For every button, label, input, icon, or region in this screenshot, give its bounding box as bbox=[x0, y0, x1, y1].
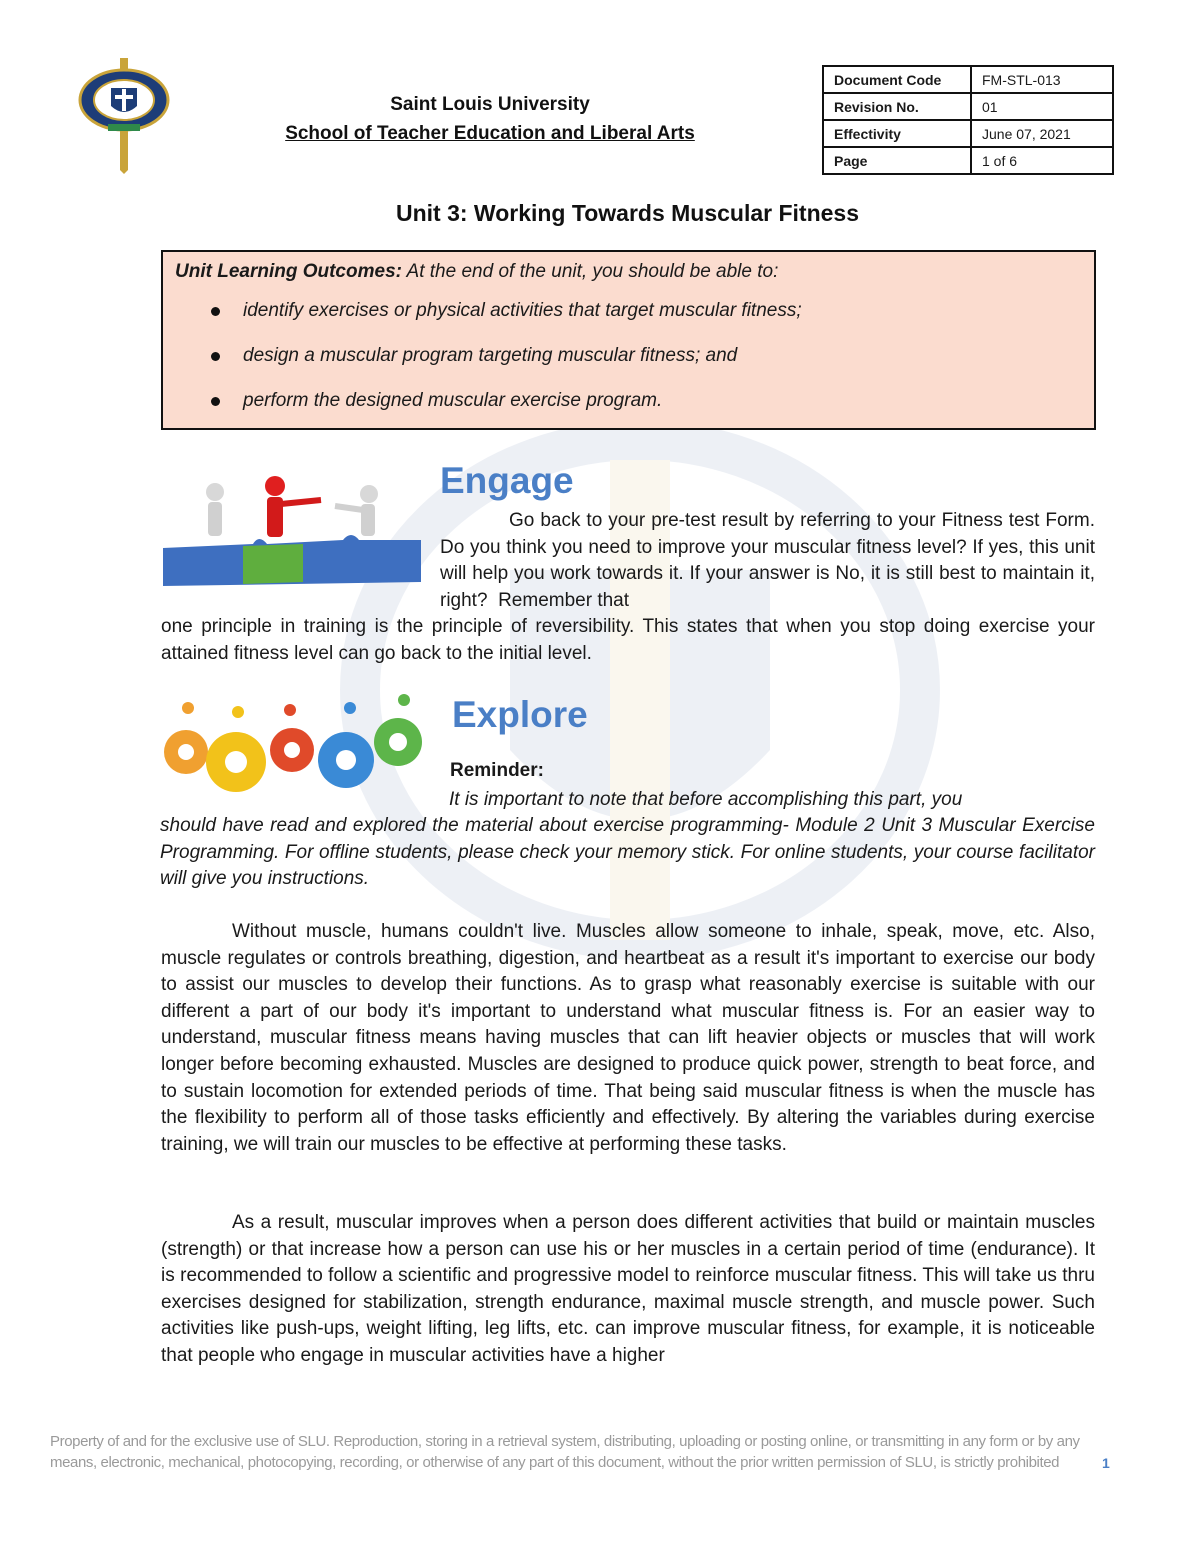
document-info-table bbox=[822, 65, 1114, 175]
engage-heading: Engage bbox=[440, 460, 574, 501]
explore-heading: Explore bbox=[452, 694, 588, 735]
list-item bbox=[175, 378, 1082, 423]
gears-runners-icon bbox=[158, 690, 430, 795]
doc-info-key: Revision No. bbox=[823, 93, 971, 120]
watermark-seal bbox=[340, 420, 940, 980]
reminder-label: Reminder: bbox=[450, 760, 544, 781]
doc-info-value: FM-STL-013 bbox=[971, 66, 1113, 93]
doc-info-key: Page bbox=[823, 147, 971, 174]
puzzle-people-icon bbox=[163, 470, 423, 590]
reminder-text-part2: should have read and explored the material about exercise programming- Module 2 Unit 3 Muscular Exercise Programming. For offline students, please check your memory stick. For online students, your course facilitator will give you instructions. bbox=[160, 815, 1095, 890]
outcomes-list bbox=[175, 288, 1082, 423]
school-name: School of Teacher Education and Liberal Arts bbox=[285, 123, 695, 144]
doc-info-value: 01 bbox=[971, 93, 1113, 120]
list-item bbox=[175, 288, 1082, 333]
outcome-text: identify exercises or physical activities that target muscular fitness; bbox=[243, 300, 802, 321]
engage-paragraph-part1: Go back to your pre-test result by referring to your Fitness test Form. Do you think you need to improve your muscular fitness level? If yes, this unit will help you work towards it. If your answer is No, it is still best to maintain it, right? Remember that bbox=[440, 510, 1095, 611]
outcome-text: perform the designed muscular exercise program. bbox=[243, 390, 663, 411]
bullet-icon bbox=[211, 307, 220, 316]
engage-paragraph-part2: one principle in training is the principle of reversibility. This states that when you stop doing exercise your attained fitness level can go back to the initial level. bbox=[161, 616, 1095, 664]
bullet-icon bbox=[211, 397, 220, 406]
doc-info-value: 1 of 6 bbox=[971, 147, 1113, 174]
list-item bbox=[175, 333, 1082, 378]
copyright-footer: Property of and for the exclusive use of SLU. Reproduction, storing in a retrieval system, distributing, uploading or posting online, or transmitting in any form or by any means, electronic, mechanical, photocopying, recording, or otherwise of any part of this document, without the prior written permission of SLU, is strictly prohibited bbox=[50, 1433, 1080, 1471]
learning-outcomes-box bbox=[161, 250, 1096, 430]
university-logo-icon bbox=[78, 56, 170, 174]
doc-info-value: June 07, 2021 bbox=[971, 120, 1113, 147]
doc-info-row bbox=[823, 120, 1113, 147]
doc-info-row bbox=[823, 93, 1113, 120]
page-number: 1 bbox=[1102, 1455, 1110, 1471]
bullet-icon bbox=[211, 352, 220, 361]
unit-title: Unit 3: Working Towards Muscular Fitness bbox=[395, 200, 860, 226]
header-title bbox=[230, 90, 750, 148]
doc-info-row bbox=[823, 147, 1113, 174]
outcomes-intro: At the end of the unit, you should be able to: bbox=[401, 261, 779, 282]
reminder-text-part1: It is important to note that before accomplishing this part, you bbox=[449, 789, 963, 810]
outcomes-lead bbox=[175, 258, 1082, 286]
explore-paragraph-1: Without muscle, humans couldn't live. Muscles allow someone to inhale, speak, move, etc. Also, muscle regulates or controls breathing, digestion, and heartbeat as a result it's important to exercise our body to assist our muscles to develop their functions. As to grasp what reasonably exercise is suitable with our different a part of our body it's important to understand what muscular fitness is. For an easier way to understand, muscular fitness means having muscles that can lift heavier objects or muscles that will work longer before becoming exhausted. Muscles are designed to produce quick power, strength to beat force, and to sustain locomotion for extended periods of time. That being said muscular fitness is when the muscle has the flexibility to perform all of those tasks efficiently and effectively. By altering the variables during exercise training, we will train our muscles to be effective at performing these tasks. bbox=[161, 921, 1095, 1155]
doc-info-row bbox=[823, 66, 1113, 93]
outcomes-label: Unit Learning Outcomes: bbox=[175, 261, 402, 282]
doc-info-key: Document Code bbox=[823, 66, 971, 93]
university-name: Saint Louis University bbox=[390, 94, 590, 115]
explore-paragraph-2: As a result, muscular improves when a person does different activities that build or maintain muscles (strength) or that increase how a person can use his or her muscles in a certain period of time (endurance). It is recommended to follow a scientific and progressive model to reinforce muscular fitness. This will take us thru exercises designed for stabilization, strength endurance, maximal muscle strength, and muscle power. Such activities like push-ups, weight lifting, leg lifts, etc. can improve muscular fitness, for example, it is noticeable that people who engage in muscular activities have a higher bbox=[161, 1212, 1095, 1366]
doc-info-key: Effectivity bbox=[823, 120, 971, 147]
outcome-text: design a muscular program targeting muscular fitness; and bbox=[243, 345, 738, 366]
